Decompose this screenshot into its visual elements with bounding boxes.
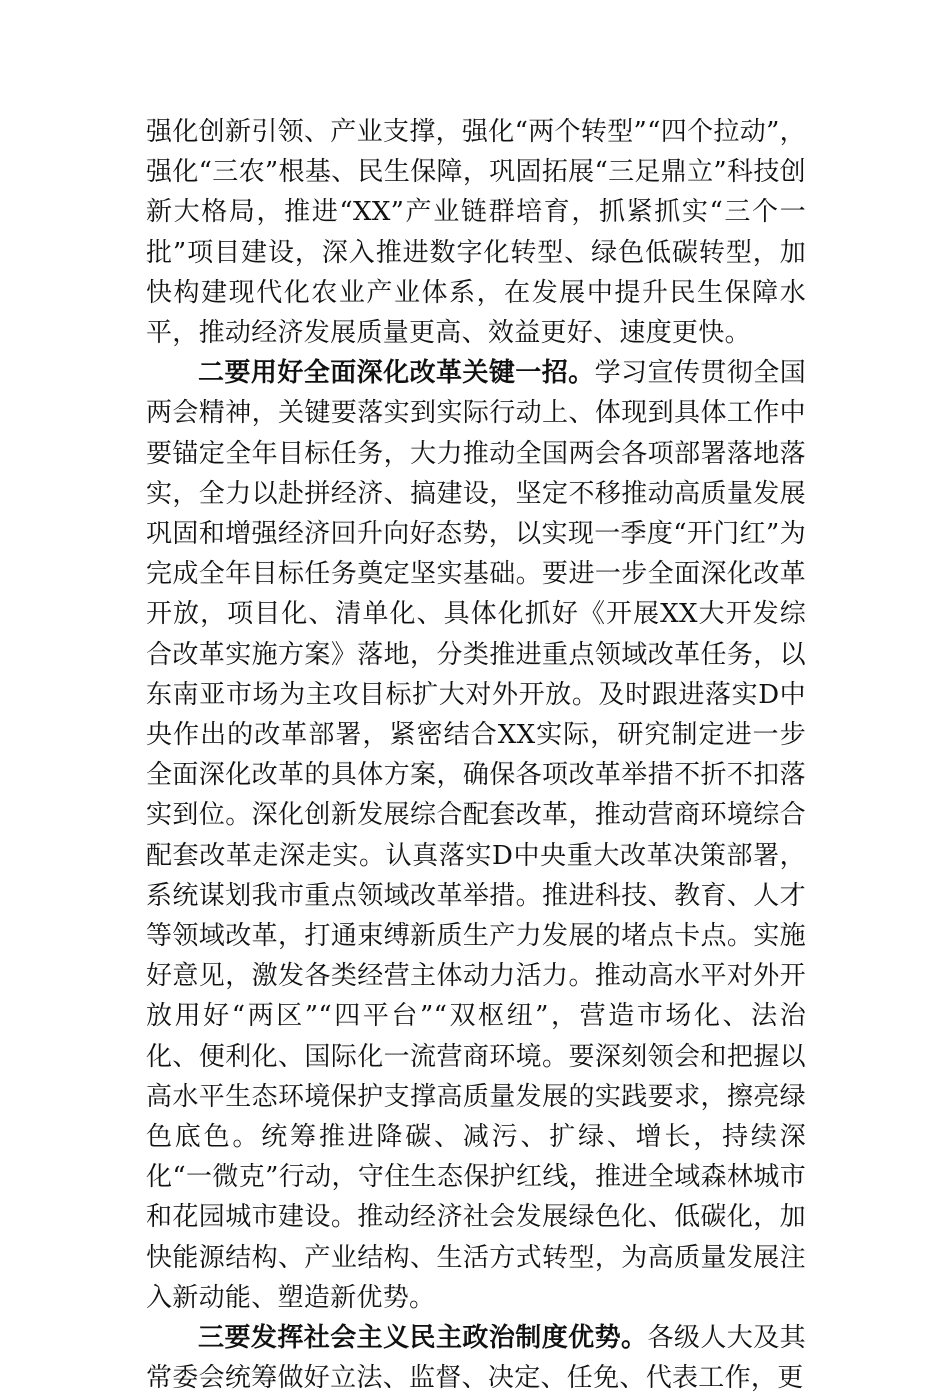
paragraph-2 <box>146 353 806 1318</box>
document-body <box>146 112 806 1399</box>
paragraph-1 <box>146 112 806 353</box>
paragraph-1-text: 强化创新引领、产业支撑，强化“两个转型”“四个拉动”，强化“三农”根基、民生保障，巩固拓展“三足鼎立”科技创新大格局，推进“XX”产业链群培育，抓紧抓实“三个一批”项目建设，深入推进数字化转型、绿色低碳转型，加快构建现代化农业产业体系，在发展中提升民生保障水平，推动经济发展质量更高、效益更好、速度更快。 <box>146 117 806 349</box>
paragraph-3-text: 各级人大及其常委会统筹做好立法、监督、决定、任免、代表工作，更 <box>146 1323 806 1394</box>
paragraph-3 <box>146 1318 806 1398</box>
paragraph-3-heading: 三要发挥社会主义民主政治制度优势。 <box>198 1323 648 1354</box>
paragraph-2-heading: 二要用好全面深化改革关键一招。 <box>198 358 595 389</box>
paragraph-2-text: 学习宣传贯彻全国两会精神，关键要落实到实际行动上、体现到具体工作中要锚定全年目标任务，大力推动全国两会各项部署落地落实，全力以赴拼经济、搞建设，坚定不移推动高质量发展巩固和增强经济回升向好态势，以实现一季度“开门红”为完成全年目标任务奠定坚实基础。要进一步全面深化改革开放，项目化、清单化、具体化抓好《开展XX大开发综合改革实施方案》落地，分类推进重点领域改革任务，以东南亚市场为主攻目标扩大对外开放。及时跟进落实D中央作出的改革部署，紧密结合XX实际，研究制定进一步全面深化改革的具体方案，确保各项改革举措不折不扣落实到位。深化创新发展综合配套改革，推动营商环境综合配套改革走深走实。认真落实D中央重大改革决策部署，系统谋划我市重点领域改革举措。推进科技、教育、人才等领域改革，打通束缚新质生产力发展的堵点卡点。实施好意见，激发各类经营主体动力活力。推动高水平对外开放用好“两区”“四平台”“双枢纽”，营造市场化、法治化、便利化、国际化一流营商环境。要深刻领会和把握以高水平生态环境保护支撑高质量发展的实践要求，擦亮绿色底色。统筹推进降碳、减污、扩绿、增长，持续深化“一微克”行动，守住生态保护红线，推进全域森林城市和花园城市建设。推动经济社会发展绿色化、低碳化，加快能源结构、产业结构、生活方式转型，为高质量发展注入新动能、塑造新优势。 <box>146 358 806 1313</box>
